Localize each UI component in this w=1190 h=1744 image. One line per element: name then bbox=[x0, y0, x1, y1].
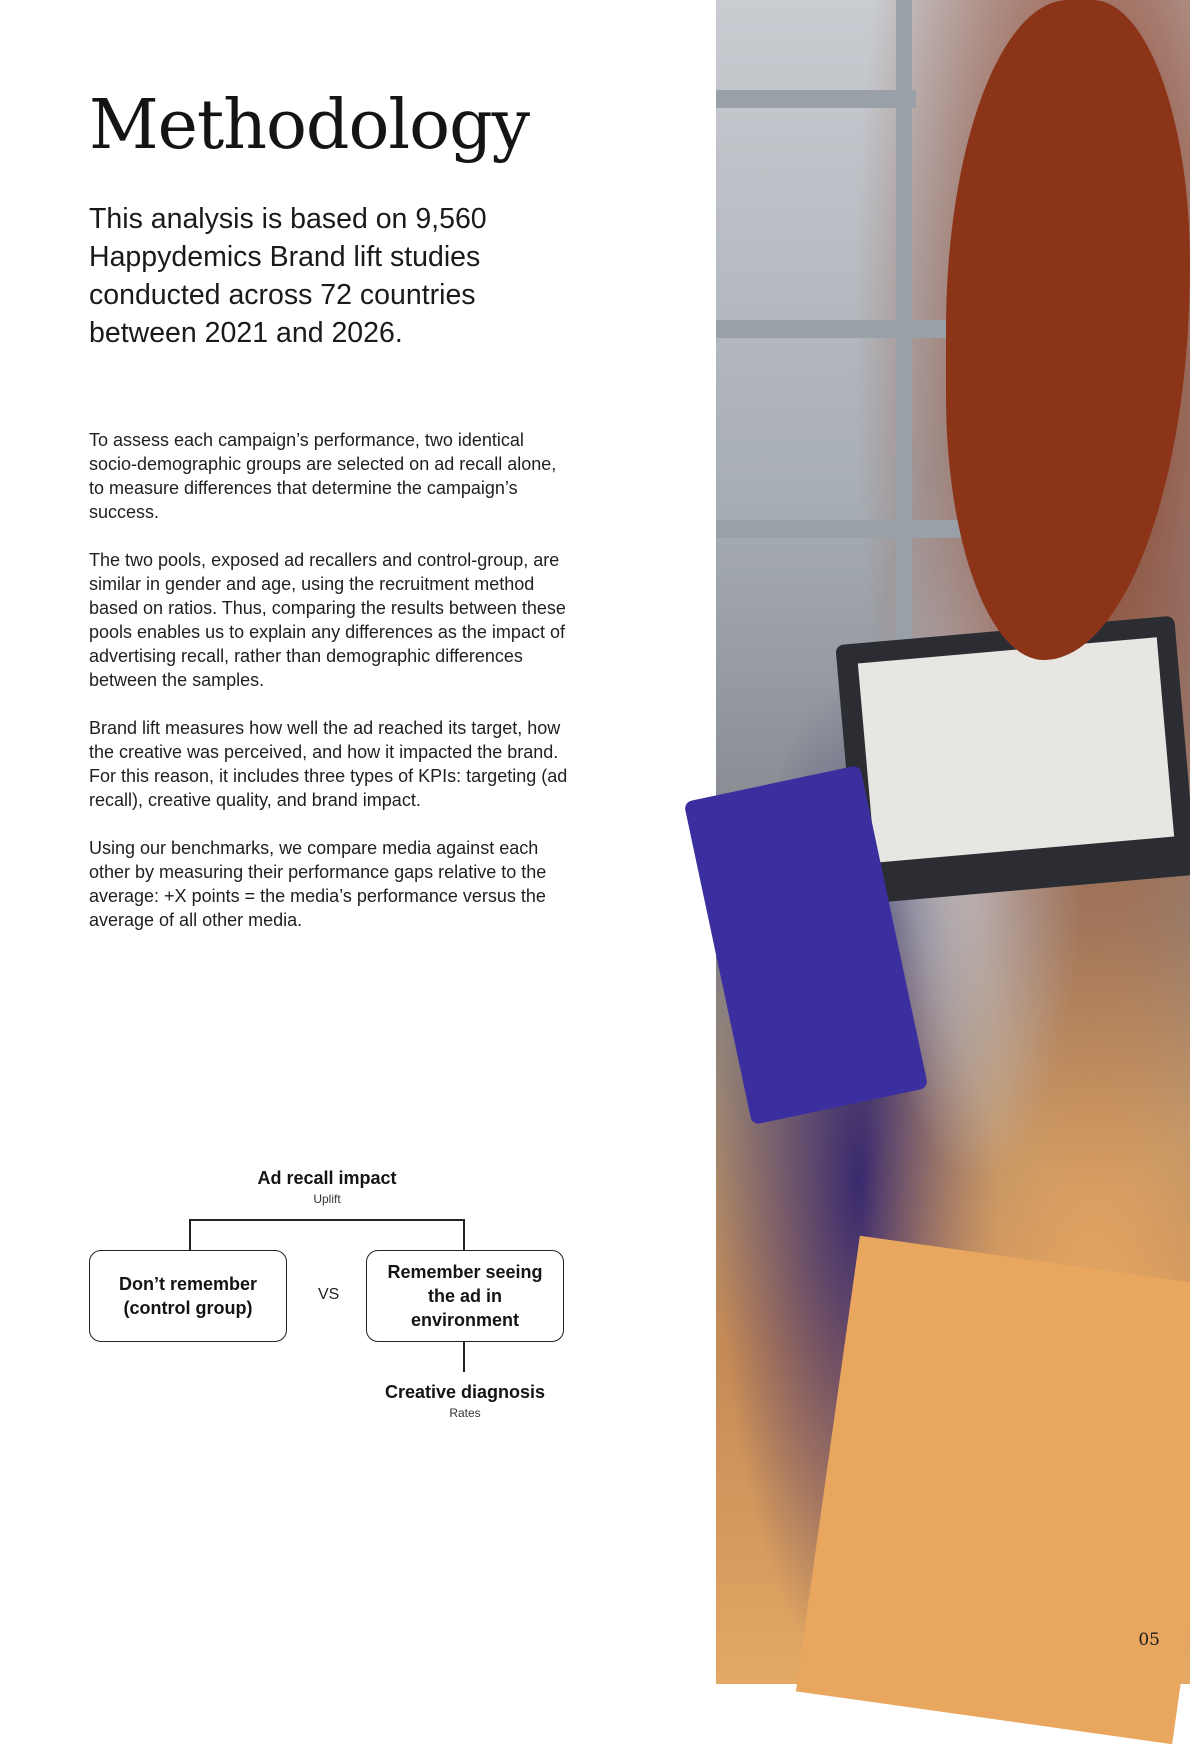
rates-subtitle: Rates bbox=[449, 1406, 481, 1420]
shelf-3 bbox=[716, 520, 976, 538]
connector-left-vertical bbox=[189, 1219, 191, 1251]
paragraph-4: Using our benchmarks, we compare media against each other by measuring their performance gaps relative to the average: +X points = the media’s performance versus the average of all other media. bbox=[89, 838, 547, 930]
orange-folder bbox=[796, 1236, 1190, 1744]
shelf-2 bbox=[716, 320, 956, 338]
page-title: Methodology bbox=[89, 86, 530, 165]
connector-right-vertical bbox=[463, 1219, 465, 1251]
exposed-group-box: Remember seeing the ad in environment bbox=[366, 1250, 564, 1342]
laptop-screen bbox=[858, 637, 1174, 862]
workspace-photo bbox=[716, 0, 1190, 1684]
vs-label: VS bbox=[318, 1286, 340, 1303]
body-text bbox=[89, 428, 569, 956]
control-group-box: Don’t remember (control group) bbox=[89, 1250, 287, 1342]
paragraph-1: To assess each campaign’s performance, two identical socio-demographic groups are selected on ad recall alone, to measure differences that determine the campaign’s success. bbox=[89, 430, 557, 522]
paragraph-3: Brand lift measures how well the ad reached its target, how the creative was perceived, and how it impacted the brand. For this reason, it includes three types of KPIs: targeting (ad recall), creative quality, and brand impact. bbox=[89, 718, 568, 810]
ad-recall-impact-title: Ad recall impact bbox=[257, 1168, 397, 1188]
connector-top-horizontal bbox=[189, 1219, 464, 1221]
shelf-1 bbox=[716, 90, 916, 108]
person-hair bbox=[946, 0, 1190, 660]
diagram-bottom-label bbox=[365, 1382, 565, 1420]
connector-bottom-vertical bbox=[463, 1342, 465, 1372]
creative-diagnosis-title: Creative diagnosis bbox=[384, 1382, 546, 1402]
shelf-post bbox=[896, 0, 912, 640]
diagram-top-label bbox=[227, 1168, 427, 1206]
uplift-subtitle: Uplift bbox=[313, 1192, 341, 1206]
lead-paragraph: This analysis is based on 9,560 Happydemics Brand lift studies conducted across 72 countries between 2021 and 2026. bbox=[89, 203, 487, 349]
page-number: 05 bbox=[1138, 1630, 1160, 1650]
paragraph-2: The two pools, exposed ad recallers and control-group, are similar in gender and age, using the recruitment method based on ratios. Thus, comparing the results between these pools enables us to explain any differences as the impact of advertising recall, rather than demographic differences between the samples. bbox=[89, 550, 566, 690]
